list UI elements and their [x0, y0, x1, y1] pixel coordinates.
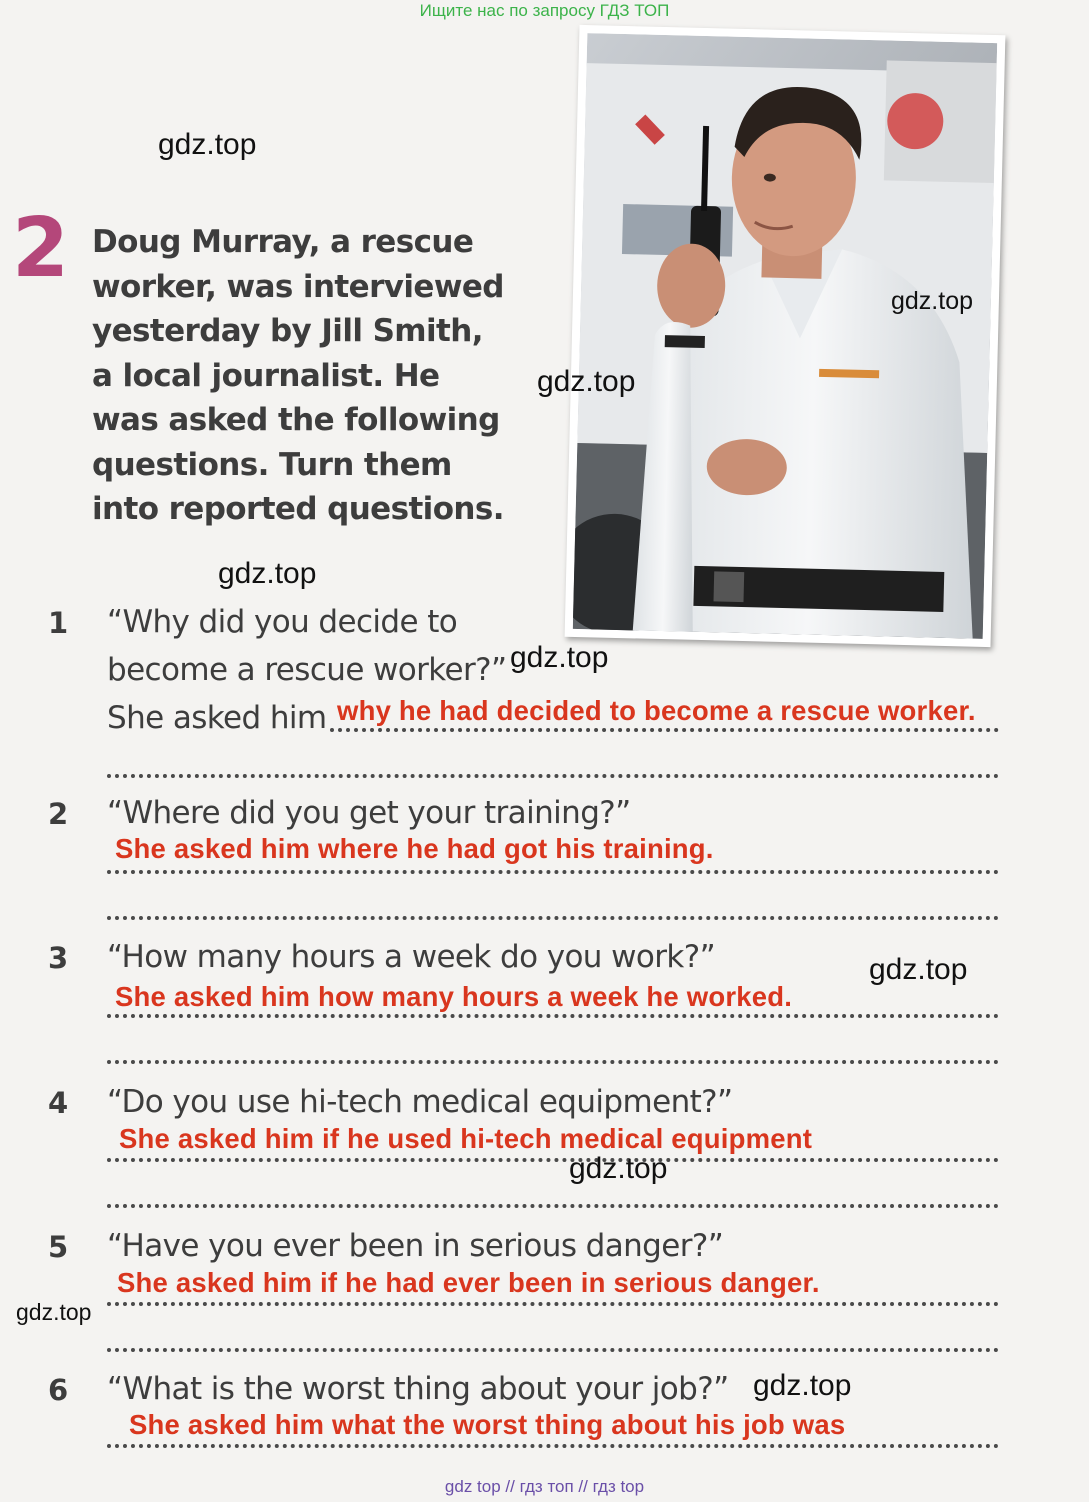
question-text: “Why did you decide to	[107, 604, 458, 640]
answer-line[interactable]	[107, 1348, 999, 1352]
watermark-text: gdz.top	[569, 1152, 668, 1185]
watermark-text: gdz.top	[16, 1299, 92, 1325]
answer-line[interactable]	[330, 728, 999, 732]
question-number: 6	[48, 1373, 69, 1407]
question-number: 2	[48, 797, 69, 831]
question-text: “How many hours a week do you work?”	[107, 939, 716, 975]
top-banner[interactable]: Ищите нас по запросу ГДЗ ТОП	[419, 1, 670, 20]
question-number: 3	[48, 941, 69, 975]
watermark-text: gdz.top	[158, 128, 257, 161]
answer-line[interactable]	[107, 774, 999, 778]
answer-line[interactable]	[107, 1158, 999, 1162]
exercise-number: 2	[12, 201, 70, 296]
answer-text[interactable]: She asked him if he had ever been in serious danger.	[117, 1267, 820, 1298]
answer-prompt: She asked him	[107, 700, 327, 736]
answer-text[interactable]: why he had decided to become a rescue worker.	[337, 695, 976, 726]
question-text: “Where did you get your training?”	[107, 795, 631, 831]
rescue-worker-photo	[565, 25, 1006, 647]
watermark-text: gdz.top	[218, 557, 317, 590]
exercise-instruction: Doug Murray, a rescue worker, was interviewed yesterday by Jill Smith, a local journalist. He was asked the following questions. Turn them into reported questions.	[92, 224, 504, 527]
answer-line[interactable]	[107, 916, 999, 920]
question-number: 4	[48, 1086, 69, 1120]
watermark-text: gdz.top	[537, 365, 636, 398]
question-number: 1	[48, 606, 69, 640]
answer-line[interactable]	[107, 1444, 999, 1448]
answer-line[interactable]	[107, 1204, 999, 1208]
watermark-text: gdz.top	[753, 1369, 852, 1402]
photo-illustration	[573, 33, 997, 639]
bottom-banner[interactable]: gdz top // гдз топ // гдз top	[444, 1477, 645, 1496]
question-text-continued: become a rescue worker?”	[107, 652, 507, 688]
question-text: “Do you use hi-tech medical equipment?”	[107, 1084, 733, 1120]
watermark-text: gdz.top	[510, 641, 609, 674]
question-text: “What is the worst thing about your job?”	[107, 1371, 729, 1407]
answer-line[interactable]	[107, 1060, 999, 1064]
question-number: 5	[48, 1230, 69, 1264]
answer-line[interactable]	[107, 870, 999, 874]
answer-line[interactable]	[107, 1302, 999, 1306]
answer-text[interactable]: She asked him where he had got his training.	[115, 833, 714, 864]
answer-line[interactable]	[107, 1014, 999, 1018]
watermark-text: gdz.top	[891, 287, 974, 315]
answer-text[interactable]: She asked him if he used hi-tech medical equipment	[119, 1123, 813, 1154]
question-text: “Have you ever been in serious danger?”	[107, 1228, 724, 1264]
watermark-text: gdz.top	[869, 953, 968, 986]
answer-text[interactable]: She asked him how many hours a week he worked.	[115, 981, 793, 1012]
answer-text[interactable]: She asked him what the worst thing about his job was	[129, 1409, 846, 1440]
